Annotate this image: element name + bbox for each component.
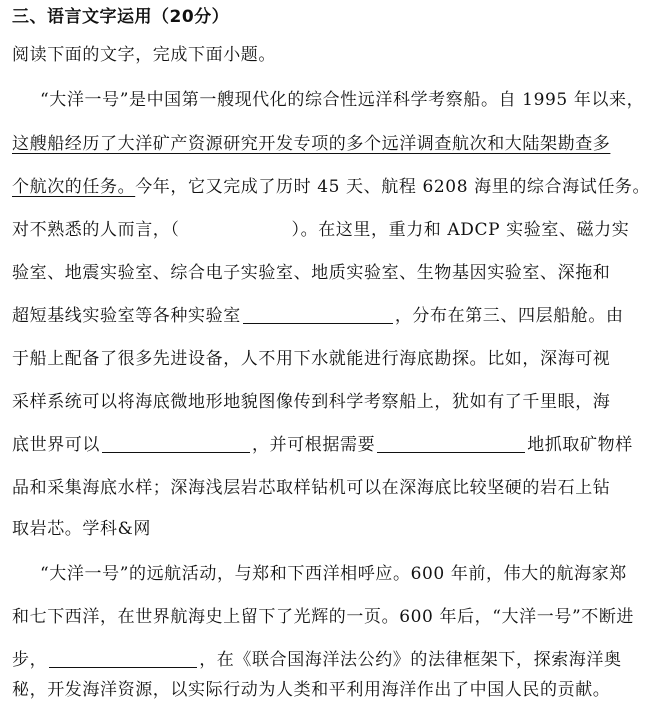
para2-text: 步， (12, 650, 48, 670)
para1-line1 (40, 85, 652, 115)
para1-text: ，分布在第三、四层船舱。由 (394, 306, 624, 326)
section-heading-text: 三、语言文字运用（20分） (12, 7, 230, 27)
underlined-sentence-part2: 个航次的任务。 (12, 177, 136, 197)
para2-line4 (12, 675, 652, 705)
para1-text: “大洋一号”是中国第一艘现代化的综合性远洋科学考察船。自 1995 年以来， (40, 90, 645, 110)
para1-line3 (12, 172, 652, 202)
fill-blank-4 (49, 649, 197, 668)
underlined-sentence-part1: 这艘船经历了大洋矿产资源研究开发专项的多个远洋调查航次和大陆架勘查多 (12, 134, 611, 154)
para1-text: 采样系统可以将海底微地形地貌图像传到科学考察船上，犹如有了千里眼，海 (12, 392, 611, 412)
para1-text: 验室、地震实验室、综合电子实验室、地质实验室、生物基因实验室、深拖和 (12, 263, 611, 283)
fill-blank-1 (243, 305, 393, 324)
para1-text: 对不熟悉的人而言，（ (12, 220, 180, 240)
para1-text: 地抓取矿物样 (527, 435, 633, 455)
para2-line3 (12, 645, 652, 675)
instruction-text: 阅读下面的文字，完成下面小题。 (12, 45, 276, 65)
para2-text: 秘，开发海洋资源，以实际行动为人类和平利用海洋作出了中国人民的贡献。 (12, 680, 611, 700)
para2-line2 (12, 602, 652, 632)
para1-line9 (12, 430, 652, 460)
para1-line11 (12, 514, 652, 544)
para1-line10 (12, 473, 652, 503)
para2-text: 和七下西洋，在世界航海史上留下了光辉的一页。600 年后，“大洋一号”不断进 (12, 607, 635, 627)
para1-line5 (12, 258, 652, 288)
para1-line2 (12, 129, 652, 159)
para1-line6 (12, 301, 652, 331)
para1-text: ，并可根据需要 (252, 435, 376, 455)
para1-line4 (12, 215, 652, 245)
para1-text: 超短基线实验室等各种实验室 (12, 306, 241, 326)
para1-line7 (12, 344, 652, 374)
section-heading (12, 2, 655, 32)
para1-line8 (12, 387, 652, 417)
instruction-line (12, 40, 655, 70)
para1-text: 品和采集海底水样；深海浅层岩芯取样钻机可以在深海底比较坚硬的岩石上钻 (12, 478, 611, 498)
fill-blank-2 (102, 434, 250, 453)
para1-text: ）。在这里，重力和 ADCP 实验室、磁力实 (291, 220, 630, 240)
para2-line1 (40, 559, 652, 589)
para1-text: 于船上配备了很多先进设备，人不用下水就能进行海底勘探。比如，深海可视 (12, 349, 611, 369)
fill-blank-3 (377, 434, 525, 453)
para2-text: “大洋一号”的远航活动，与郑和下西洋相呼应。600 年前，伟大的航海家郑 (40, 564, 627, 584)
para1-text: 今年，它又完成了历时 45 天、航程 6208 海里的综合海试任务。 (135, 177, 651, 197)
para1-text: 取岩芯。学科&网 (12, 519, 151, 539)
para2-text: ，在《联合国海洋法公约》的法律框架下，探索海洋奥 (199, 650, 622, 670)
para1-text: 底世界可以 (12, 435, 100, 455)
